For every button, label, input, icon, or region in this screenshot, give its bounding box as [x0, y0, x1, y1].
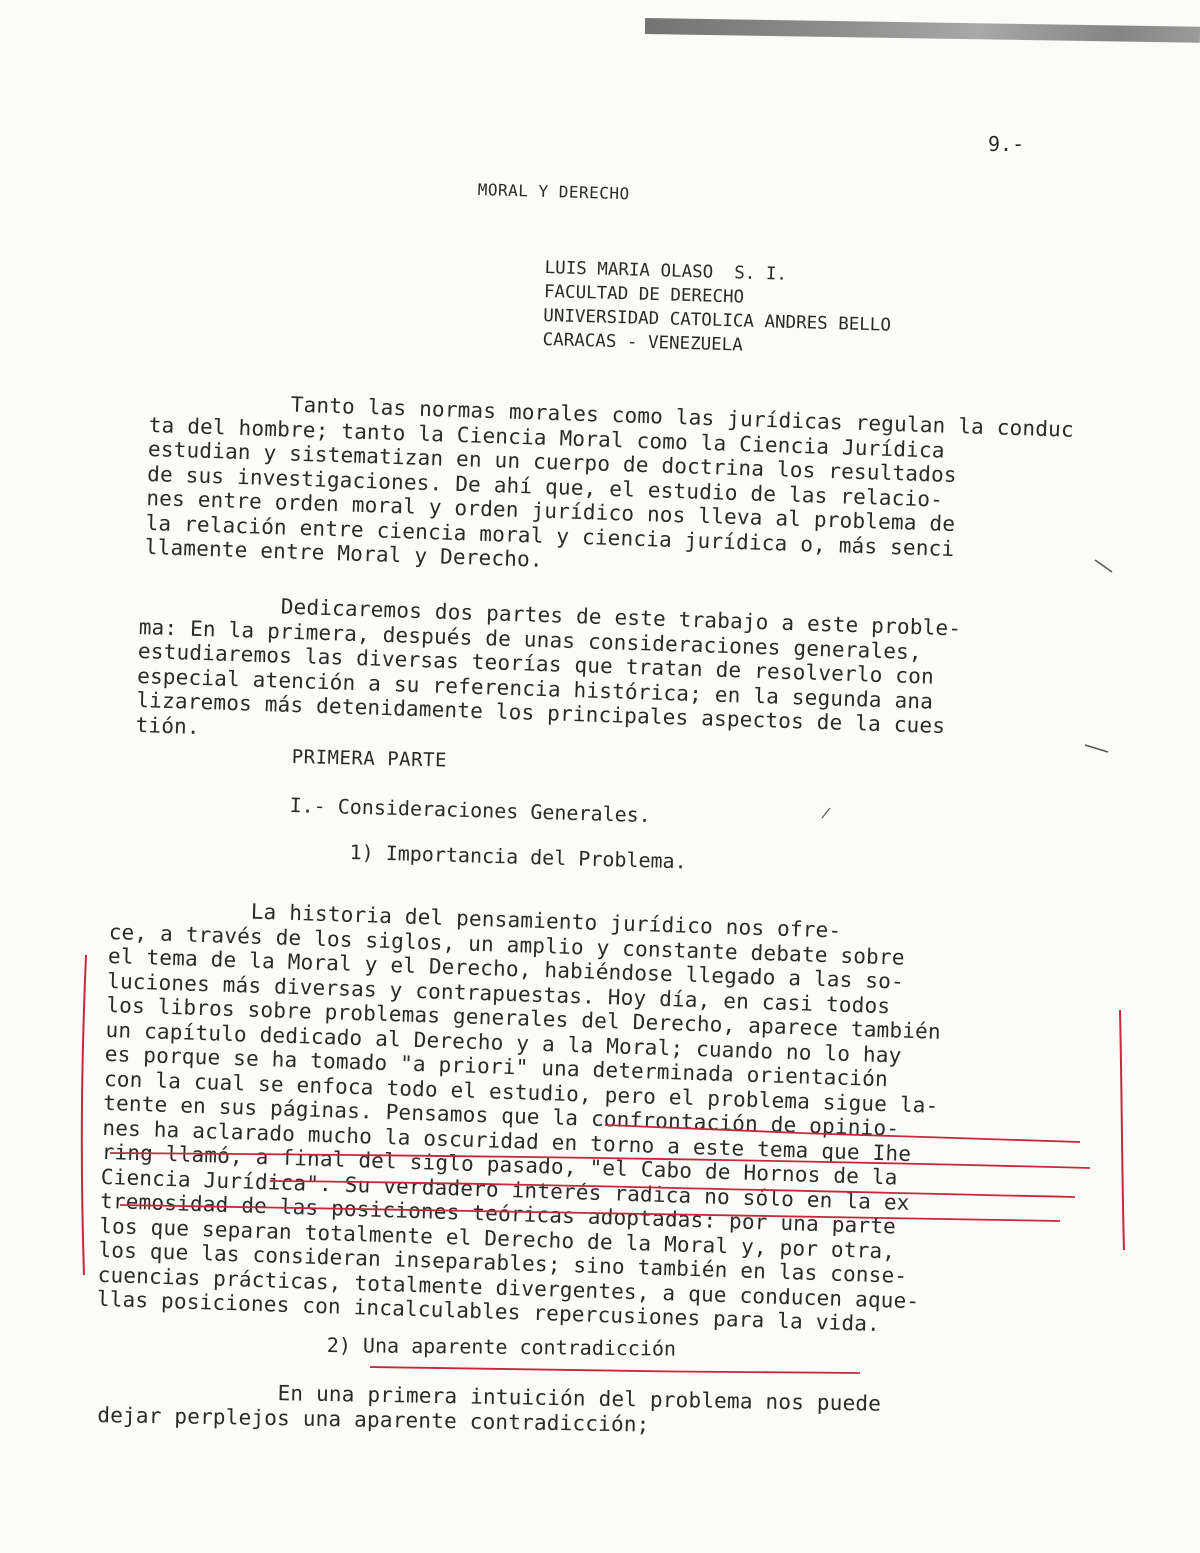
paragraph-contradiction: En una primera intuición del problema nos puede dejar perplejos una aparente contradicción;	[97, 1378, 882, 1437]
document-title: MORAL Y DERECHO	[477, 180, 630, 204]
underline-3	[270, 1181, 1075, 1197]
underline-heading-2	[370, 1367, 860, 1373]
heading-subsection-2: 2) Una aparente contradicción	[326, 1333, 677, 1361]
author-faculty: FACULTAD DE DERECHO	[543, 281, 745, 308]
heading-part: PRIMERA PARTE	[291, 746, 448, 772]
paragraph-intro: Tanto las normas morales como las jurídicas regulan la conduc ta del hombre; tanto la Ciencia Moral como la Ciencia Jurídica estudian y sistematizan en un cuerpo de doctrina los resultados de sus investigaciones. De ahí que, el estudio de las relacio- nes entre orden moral y orden jurídico nos lleva al problema de la relación entre ciencia moral y ciencia jurídica o, más senci llamente entre Moral y Derecho.	[144, 388, 1075, 572]
pencil-mark-1	[1095, 560, 1112, 572]
margin-bracket-left	[82, 955, 86, 1275]
margin-bracket-right	[1120, 1010, 1124, 1250]
underline-4	[120, 1205, 1060, 1221]
author-university: UNIVERSIDAD CATOLICA ANDRES BELLO	[543, 305, 892, 336]
pencil-mark-3	[822, 808, 830, 818]
author-location: CARACAS - VENEZUELA	[542, 329, 744, 356]
heading-subsection-1: 1) Importancia del Problema.	[349, 840, 688, 874]
underline-2	[110, 1153, 1090, 1168]
paragraph-importance: La historia del pensamiento jurídico nos ofre- ce, a través de los siglos, un amplio y constante debate sobre el tema de la Moral y el Derecho, habiéndose llegado a las so- luciones más diversas y contrapuestas. Hoy día, en casi todos los libros sobre problemas generales del Derecho, aparece también un capítulo dedicado al Derecho y a la Moral; cuando no lo hay es porque se ha tomado "a priori" una determinada orientación con la cual se enfoca todo el estudio, pero el problema sigue la- tente en sus páginas. Pensamos que la confrontación de opinio- nes ha aclarado mucho la oscuridad en torno a este tema que Ihe ring llamó, a final del siglo pasado, "el Cabo de Hornos de la Ciencia Jurídica". Su verdadero interés radica no sólo en la ex tremosidad de las posiciones teóricas adoptadas: por una parte los que separan totalmente el Derecho de la Moral y, por otra, los que las consideran inseparables; sino también en las conse- cuencias prácticas, totalmente divergentes, a que conducen aque- llas posiciones con incalculables repercusiones para la vida.	[96, 895, 942, 1337]
page-number: 9.-	[988, 132, 1025, 156]
heading-section: I.- Consideraciones Generales.	[289, 793, 652, 828]
paragraph-plan: Dedicaremos dos partes de este trabajo a este proble- ma: En la primera, después de unas consideraciones generales, estudiaremos las diversas teorías que tratan de resolverlo con especial atención a su referencia histórica; en la segunda ana lizaremos más detenidamente los principales aspectos de la cues tión.	[135, 590, 962, 739]
author-name: LUIS MARIA OLASO S. I.	[544, 257, 788, 285]
underline-1	[605, 1125, 1080, 1142]
pencil-mark-2	[1085, 745, 1108, 752]
